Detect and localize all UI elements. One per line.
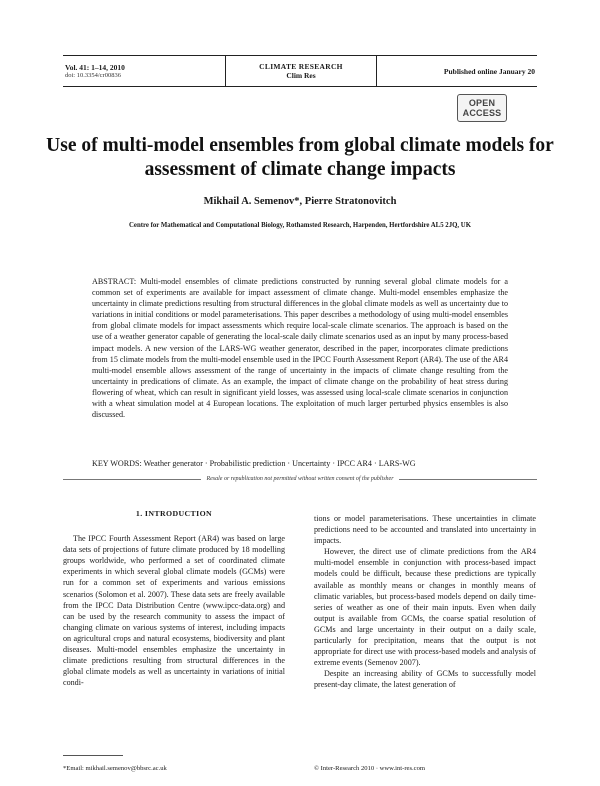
volume-info: Vol. 41: 1–14, 2010: [65, 63, 125, 72]
paper-title: Use of multi-model ensembles from global climate models for assessment of climate change impacts: [46, 135, 554, 180]
resale-notice: [63, 476, 537, 482]
open-access-line2: ACCESS: [462, 108, 502, 118]
author-email-footnote[interactable]: *Email: mikhail.semenov@bbsrc.ac.uk: [63, 765, 167, 772]
copyright-notice: © Inter-Research 2010 · www.int-res.com: [314, 765, 426, 772]
open-access-line1: OPEN: [468, 98, 496, 108]
intro-paragraph-1-cont: tions or model parameterisations. These uncertainties in climate predictions need to be accounted and translated into uncertainty in impacts.: [314, 514, 536, 546]
doi-link[interactable]: doi: 10.3354/cr00836: [65, 72, 121, 79]
journal-name: CLIMATE RESEARCH: [259, 62, 343, 71]
journal-abbreviation: Clim Res: [286, 71, 316, 80]
header-left: [63, 56, 226, 86]
publication-date: Published online January 20: [443, 66, 535, 76]
keywords: KEY WORDS: Weather generator · Probabilistic prediction · Uncertainty · IPCC AR4 · LARS-WG: [92, 459, 416, 468]
resale-text: Resale or republication not permitted without written consent of the publisher: [206, 476, 394, 482]
column-left: [63, 508, 285, 688]
column-right: [314, 513, 536, 691]
intro-paragraph-2: However, the direct use of climate predictions from the AR4 multi-model ensemble in conjunction with process-based impact models could be difficult, because these predictions are typically available as monthly means or changes in monthly means of climatic variables, but process-based models depend on daily time-series of weather as one of their main inputs. Even when daily output is available from GCMs, the coarse spatial resolution of GCMs and large uncertainty in their output on a daily scale, particularly for precipitation, means that the output is not appropriate for direct use with process-based models and analysis of extreme events (Semenov 2007).: [314, 547, 536, 668]
divider-left: [63, 479, 201, 480]
journal-header: [63, 55, 537, 87]
open-access-icon: [457, 94, 507, 122]
header-middle: [226, 56, 377, 86]
header-right: [377, 56, 537, 86]
footnote-rule: [63, 755, 123, 756]
intro-paragraph-1: The IPCC Fourth Assessment Report (AR4) was based on large data sets of projections of future climate produced by 18 modelling groups worldwide, who performed a set of coordinated climate experiments in which several global climate models (GCMs) were run for a common set of experiments and various emissions scenarios (Solomon et al. 2007). These data sets are freely available from the IPCC Data Distribution Centre (www.ipcc-data.org) and can be used by the research community to assess the impact of changing climate on various systems of interest, including impacts on agricultural crops and natural ecosystems, biodiversity and plant diseases. Multi-model ensembles emphasize the uncertainty in climate predictions resulting from structural differences in the global climate models as well as uncertainty in variations of initial condi-: [63, 534, 285, 688]
paper-authors: Mikhail A. Semenov*, Pierre Stratonovitch: [203, 196, 397, 207]
divider-right: [399, 479, 537, 480]
abstract: ABSTRACT: Multi-model ensembles of climate predictions constructed by running several global climate models for a common set of experiments are available for impact assessment of climate change. Multi-model ensembles emphasize the uncertainty in climate predictions resulting from structural differences in the global climate models as well as uncertainty due to variations in initial conditions or model parameterisations. This paper describes a methodology of using multi-model ensembles from global climate models for impact assessments which require local-scale climate scenarios. The approach is based on the use of a weather generator capable of generating the local-scale daily climate scenarios used as an input by many process-based impact models. A new version of the LARS-WG weather generator, described in the paper, incorporates climate predictions from 15 climate models from the multi-model ensemble used in the IPCC Fourth Assessment Report (AR4). The use of the AR4 multi-model ensemble allows assessment of the range of uncertainty in the impacts of climate change resulting from the uncertainty in predications of climate. As an example, the impact of climate change on the probability of heat stress during flowering of wheat, which can result in significant yield losses, was assessed using local-scale climate scenarios in conjunction with a wheat simulation model at 4 European locations. The exploitation of much larger perturbed physics ensembles is also discussed.: [92, 277, 508, 420]
author-affiliation: Centre for Mathematical and Computational Biology, Rothamsted Research, Harpenden, Hertfordshire AL5 2JQ, UK: [129, 222, 471, 229]
section-heading-introduction: 1. INTRODUCTION: [135, 509, 213, 518]
intro-paragraph-3: Despite an increasing ability of GCMs to successfully model present-day climate, the latest generation of: [314, 669, 536, 690]
